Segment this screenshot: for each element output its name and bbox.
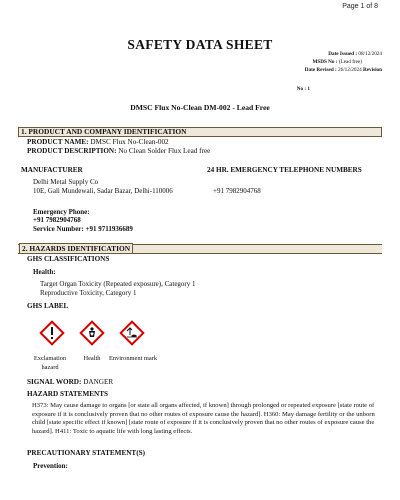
hazard-statements-heading: HAZARD STATEMENTS: [27, 390, 109, 398]
msds-value: (Lead free): [338, 59, 362, 65]
environment-hazard-icon: [119, 320, 145, 351]
ghs-label-heading: GHS LABEL: [27, 302, 69, 310]
emergency-phone-label: Emergency Phone:: [33, 208, 90, 216]
date-revised-value: 26/12/2024: [338, 67, 362, 73]
date-issued: [328, 51, 382, 57]
signal-word: [27, 378, 113, 386]
emergency-number: +91 7982904768: [213, 187, 261, 195]
hazard-statements-text: H373: May cause damage to organs [or state all organs affected, if known] through prolonged or repeated exposure [state route of exposure if it is conclusively proven that no other routes of exposure cause the hazard]. H360: May damage fertility or the unborn child [state specific effect if known] [state route of exposure if it is conclusively proven that no other routes of exposure cause the hazard]. H411: Toxic to aquatic life with long lasting effects.: [32, 402, 375, 435]
page-number: Page 1 of 8: [342, 3, 378, 10]
product-name-value: DMSC Flux No-Clean-002: [90, 138, 169, 146]
manufacturer-label: MANUFACTURER: [21, 166, 83, 174]
health-item: Reproductive Toxicity, Category 1: [40, 289, 137, 297]
msds-label: MSDS No :: [312, 59, 338, 65]
company-address: 10E, Gali Mundewali, Sadar Bazar, Delhi-110006: [33, 187, 173, 195]
exclamation-mark-icon: [39, 320, 65, 351]
product-description-value: No Clean Solder Flux Lead free: [118, 147, 211, 155]
health-hazard-icon: [79, 320, 105, 351]
product-description-label: PRODUCT DESCRIPTION:: [27, 147, 117, 155]
product-name-label: PRODUCT NAME:: [27, 138, 89, 146]
product-title: DMSC Flux No-Clean DM-002 - Lead Free: [130, 103, 270, 112]
emergency-phone-value: +91 7982904768: [33, 216, 81, 224]
health-item: Target Organ Toxicity (Repeated exposure), Category 1: [40, 280, 196, 288]
date-revised: [305, 67, 382, 73]
date-issued-value: 08/12/2024: [358, 51, 382, 57]
precautionary-heading: PRECAUTIONARY STATEMENT(S): [27, 449, 146, 457]
section-2-heading: 2. HAZARDS IDENTIFICATION: [19, 243, 133, 254]
service-number: Service Number: +91 9711936689: [33, 225, 133, 233]
ghs-classifications-heading: GHS CLASSIFICATIONS: [27, 255, 110, 263]
emergency-numbers-heading: 24 HR. EMERGENCY TELEPHONE NUMBERS: [207, 166, 362, 174]
product-name: [27, 138, 169, 146]
date-issued-label: Date Issued :: [328, 51, 358, 57]
health-label: Health:: [33, 268, 56, 276]
section-1-heading: 1. PRODUCT AND COMPANY IDENTIFICATION: [21, 127, 187, 136]
prevention-label: Prevention:: [33, 462, 68, 470]
msds-number: [312, 59, 362, 65]
company-name: Delhi Metal Supply Co: [33, 178, 99, 186]
revision-number: No : 1: [296, 86, 310, 92]
pictogram-label: hazard: [41, 364, 59, 371]
revision-label: Revision: [362, 67, 382, 73]
signal-word-label: SIGNAL WORD:: [27, 378, 82, 386]
document-title: SAFETY DATA SHEET: [127, 37, 273, 52]
pictogram-label: Environment mark: [108, 355, 158, 362]
product-description: [27, 147, 210, 155]
pictogram-label: Health: [83, 355, 101, 362]
signal-word-value: DANGER: [83, 378, 114, 386]
pictogram-label: Exclamation: [33, 355, 67, 362]
date-revised-label: Date Revised :: [304, 67, 337, 73]
